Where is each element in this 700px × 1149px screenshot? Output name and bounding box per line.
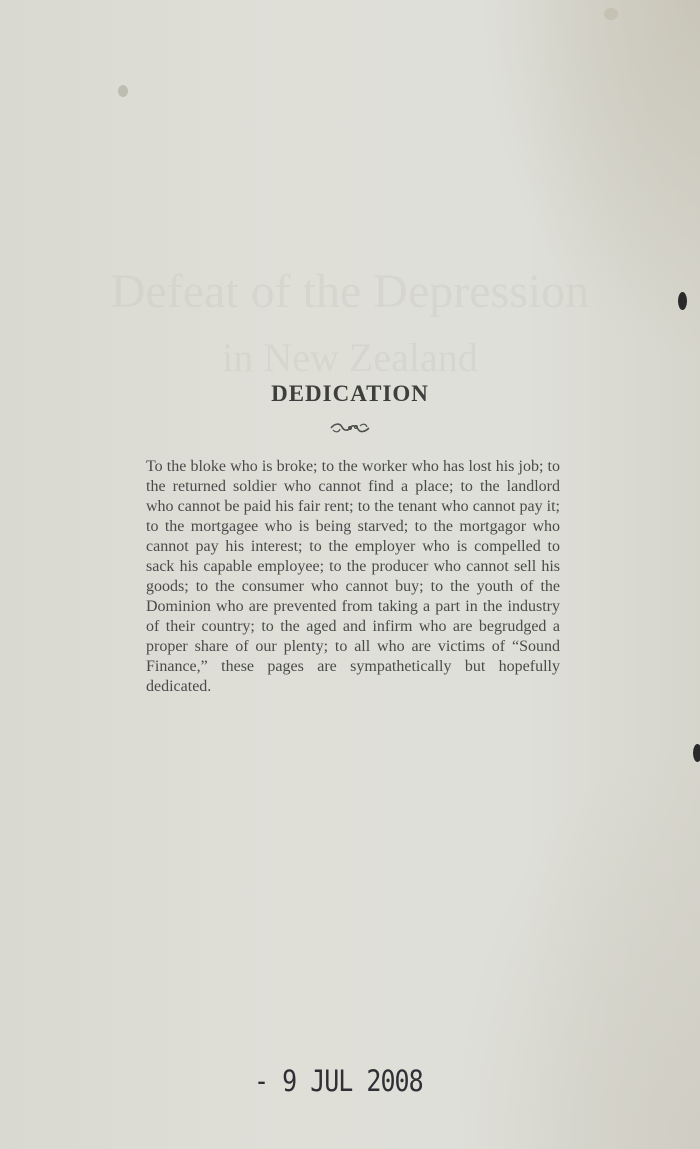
page-title: DEDICATION [271, 381, 429, 406]
binding-hole [678, 292, 687, 310]
show-through-title-line-2: in New Zealand [222, 335, 478, 380]
date-stamp: - 9 JUL 2008 [254, 1064, 423, 1099]
paper-spot [604, 8, 618, 20]
show-through-title-line-1: Defeat of the Depression [110, 265, 590, 318]
paper-spot [118, 85, 128, 97]
binding-hole [693, 744, 700, 762]
ornament-divider-icon [0, 420, 700, 440]
dedication-paragraph: To the bloke who is broke; to the worker who has lost his job; to the returned soldier who cannot find a place; to the landlord who cannot be paid his fair rent; to the tenant who cannot pay it; to the mortgagee who is being starved; to the mortgagor who cannot pay his interest; to the employer who is compelled to sack his capable employee; to the producer who cannot sell his goods; to the consumer who cannot buy; to the youth of the Dominion who are prevented from taking a part in the industry of their country; to the aged and infirm who are begrudged a proper share of our plenty; to all who are victims of “Sound Finance,” these pages are sympathetically but hopefully dedicated. [146, 458, 560, 695]
